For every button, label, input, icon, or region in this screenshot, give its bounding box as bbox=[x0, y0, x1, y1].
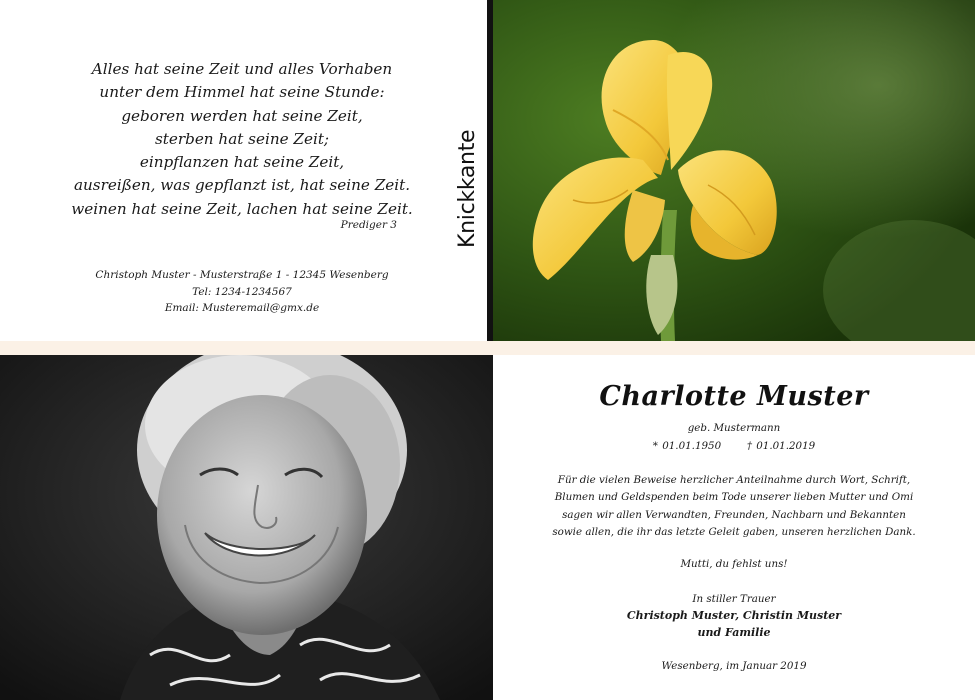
poem-panel bbox=[0, 0, 487, 341]
portrait-image bbox=[0, 355, 493, 700]
poem-text bbox=[50, 58, 434, 221]
poem-line: Alles hat seine Zeit und alles Vorhaben bbox=[91, 60, 393, 78]
poem-line: einpflanzen hat seine Zeit, bbox=[139, 153, 345, 172]
poem-line: ausreißen, was gepflanzt ist, hat seine Zeit. bbox=[73, 176, 411, 195]
life-dates bbox=[513, 440, 955, 452]
mourning-intro: In stiller Trauer bbox=[692, 593, 776, 605]
death-date: † 01.01.2019 bbox=[746, 440, 816, 452]
thanks-line: sowie allen, die ihr das letzte Geleit gaben, unseren herzlichen Dank. bbox=[552, 526, 916, 539]
thanks-text bbox=[513, 472, 955, 542]
thanks-line: Blumen und Geldspenden beim Tode unserer lieben Mutter und Omi bbox=[554, 491, 914, 504]
maiden-name: geb. Mustermann bbox=[687, 422, 781, 434]
contact-phone: Tel: 1234-1234567 bbox=[192, 285, 292, 298]
contact-address: Christoph Muster - Musterstraße 1 - 12345 Wesenberg bbox=[95, 269, 389, 281]
deceased-name: Charlotte Muster bbox=[599, 381, 869, 412]
miss-line: Mutti, du fehlst uns! bbox=[680, 558, 788, 570]
portrait-photo bbox=[0, 355, 493, 700]
mourners-line-2: und Familie bbox=[697, 626, 771, 639]
poem-line: weinen hat seine Zeit, lachen hat seine Zeit. bbox=[71, 199, 413, 218]
thanks-line: Für die vielen Beweise herzlicher Anteilnahme durch Wort, Schrift, bbox=[557, 474, 911, 486]
fold-label-top: Knickkante bbox=[455, 129, 480, 248]
place-date: Wesenberg, im Januar 2019 bbox=[661, 660, 807, 672]
poem-line: sterben hat seine Zeit; bbox=[154, 129, 330, 148]
iris-flower-image bbox=[493, 0, 975, 341]
thanks-panel bbox=[493, 355, 975, 700]
iris-photo bbox=[493, 0, 975, 341]
thanks-line: sagen wir allen Verwandten, Freunden, Nachbarn und Bekannten bbox=[562, 508, 906, 521]
contact-block bbox=[60, 267, 424, 317]
birth-date: * 01.01.1950 bbox=[652, 440, 722, 452]
poem-source: Prediger 3 bbox=[340, 219, 397, 231]
mourners-line-1: Christoph Muster, Christin Muster bbox=[626, 609, 842, 622]
contact-email: Email: Musteremail@gmx.de bbox=[164, 302, 320, 314]
poem-line: geboren werden hat seine Zeit, bbox=[121, 106, 363, 125]
poem-line: unter dem Himmel hat seine Stunde: bbox=[99, 83, 385, 102]
